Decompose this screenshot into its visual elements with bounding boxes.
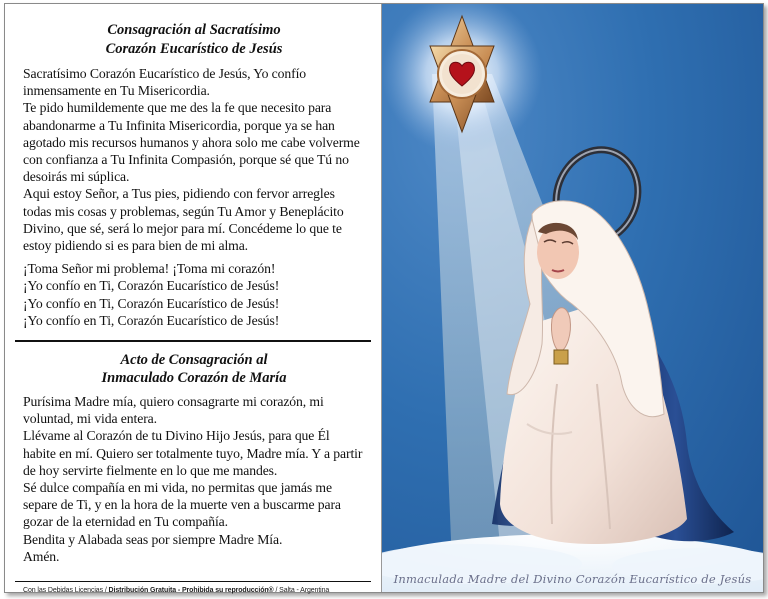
footer-divider bbox=[15, 581, 371, 582]
acto-body bbox=[23, 393, 365, 565]
acto-title-line1: Acto de Consagración al bbox=[120, 352, 268, 369]
invocation-line: ¡Toma Señor mi problema! ¡Toma mi corazón! bbox=[23, 261, 276, 277]
consagracion-paragraph: Sacratísimo Corazón Eucarístico de Jesús, Yo confío inmensamente en Tu Misericordia. bbox=[23, 66, 307, 99]
consagracion-title-line1: Consagración al Sacratísimo bbox=[107, 22, 281, 38]
consagracion-paragraph: Aqui estoy Señor, a Tus pies, pidiendo con fervor arregles todas mis cosas y problemas, según Tu Amor y Beneplácito Divino, que sé, será lo mejor para mí. Concédeme lo que te estoy pidiendo si es para bien de mi alma. bbox=[23, 186, 344, 254]
image-caption: Inmaculada Madre del Divino Corazón Eucarístico de Jesús bbox=[393, 572, 752, 586]
acto-title-line2: Inmaculado Corazón de María bbox=[101, 370, 287, 387]
section-divider bbox=[15, 340, 371, 342]
consagracion-body bbox=[23, 65, 365, 329]
amen-text: Amén. bbox=[23, 548, 60, 564]
consagracion-paragraph: Te pido humildemente que me des la fe que necesito para abandonarme a Tu Infinita Misericordia, porque ya se han agotado mis recursos humanos y ahora solo me cabe volverme con confianza a Tu Infinita Compasión, porque sé que Tú no desoirás mi súplica. bbox=[23, 100, 360, 185]
acto-title bbox=[23, 351, 365, 387]
consagracion-title bbox=[23, 21, 365, 59]
footer-distribucion: Distribución Gratuita - Prohibida su reproducción® bbox=[108, 587, 274, 595]
acto-paragraph: Sé dulce compañía en mi vida, no permitas que jamás me separe de Ti, y en la hora de la muerte ven a buscarme para gozar de la eternidad en Tu compañía. bbox=[23, 480, 341, 530]
invocation-line: ¡Yo confío en Ti, Corazón Eucarístico de Jesús! bbox=[23, 312, 280, 328]
prayer-card bbox=[4, 3, 764, 593]
prayer-text-panel bbox=[5, 4, 382, 595]
footer-credits bbox=[23, 587, 365, 594]
image-panel bbox=[382, 4, 763, 592]
invocation-line: ¡Yo confío en Ti, Corazón Eucarístico de Jesús! bbox=[23, 295, 280, 311]
acto-paragraph: Bendita y Alabada seas por siempre Madre Mía. bbox=[23, 531, 283, 547]
invocation-line: ¡Yo confío en Ti, Corazón Eucarístico de Jesús! bbox=[23, 278, 280, 294]
acto-paragraph: Purísima Madre mía, quiero consagrarte mi corazón, mi voluntad, mi vida entera. bbox=[23, 394, 324, 427]
acto-paragraph: Llévame al Corazón de tu Divino Hijo Jesús, para que Él habite en mí. Quiero ser totalmente tuyo, Madre mía. Y a partir de hoy servirte fielmente en lo que me mandes. bbox=[23, 428, 363, 478]
consagracion-title-line2: Corazón Eucarístico de Jesús bbox=[105, 41, 283, 57]
footer-location: / Salta - Argentina bbox=[275, 587, 330, 595]
footer-licencias: Con las Debidas Licencias / bbox=[23, 587, 107, 595]
virgin-mary-illustration bbox=[382, 4, 763, 592]
